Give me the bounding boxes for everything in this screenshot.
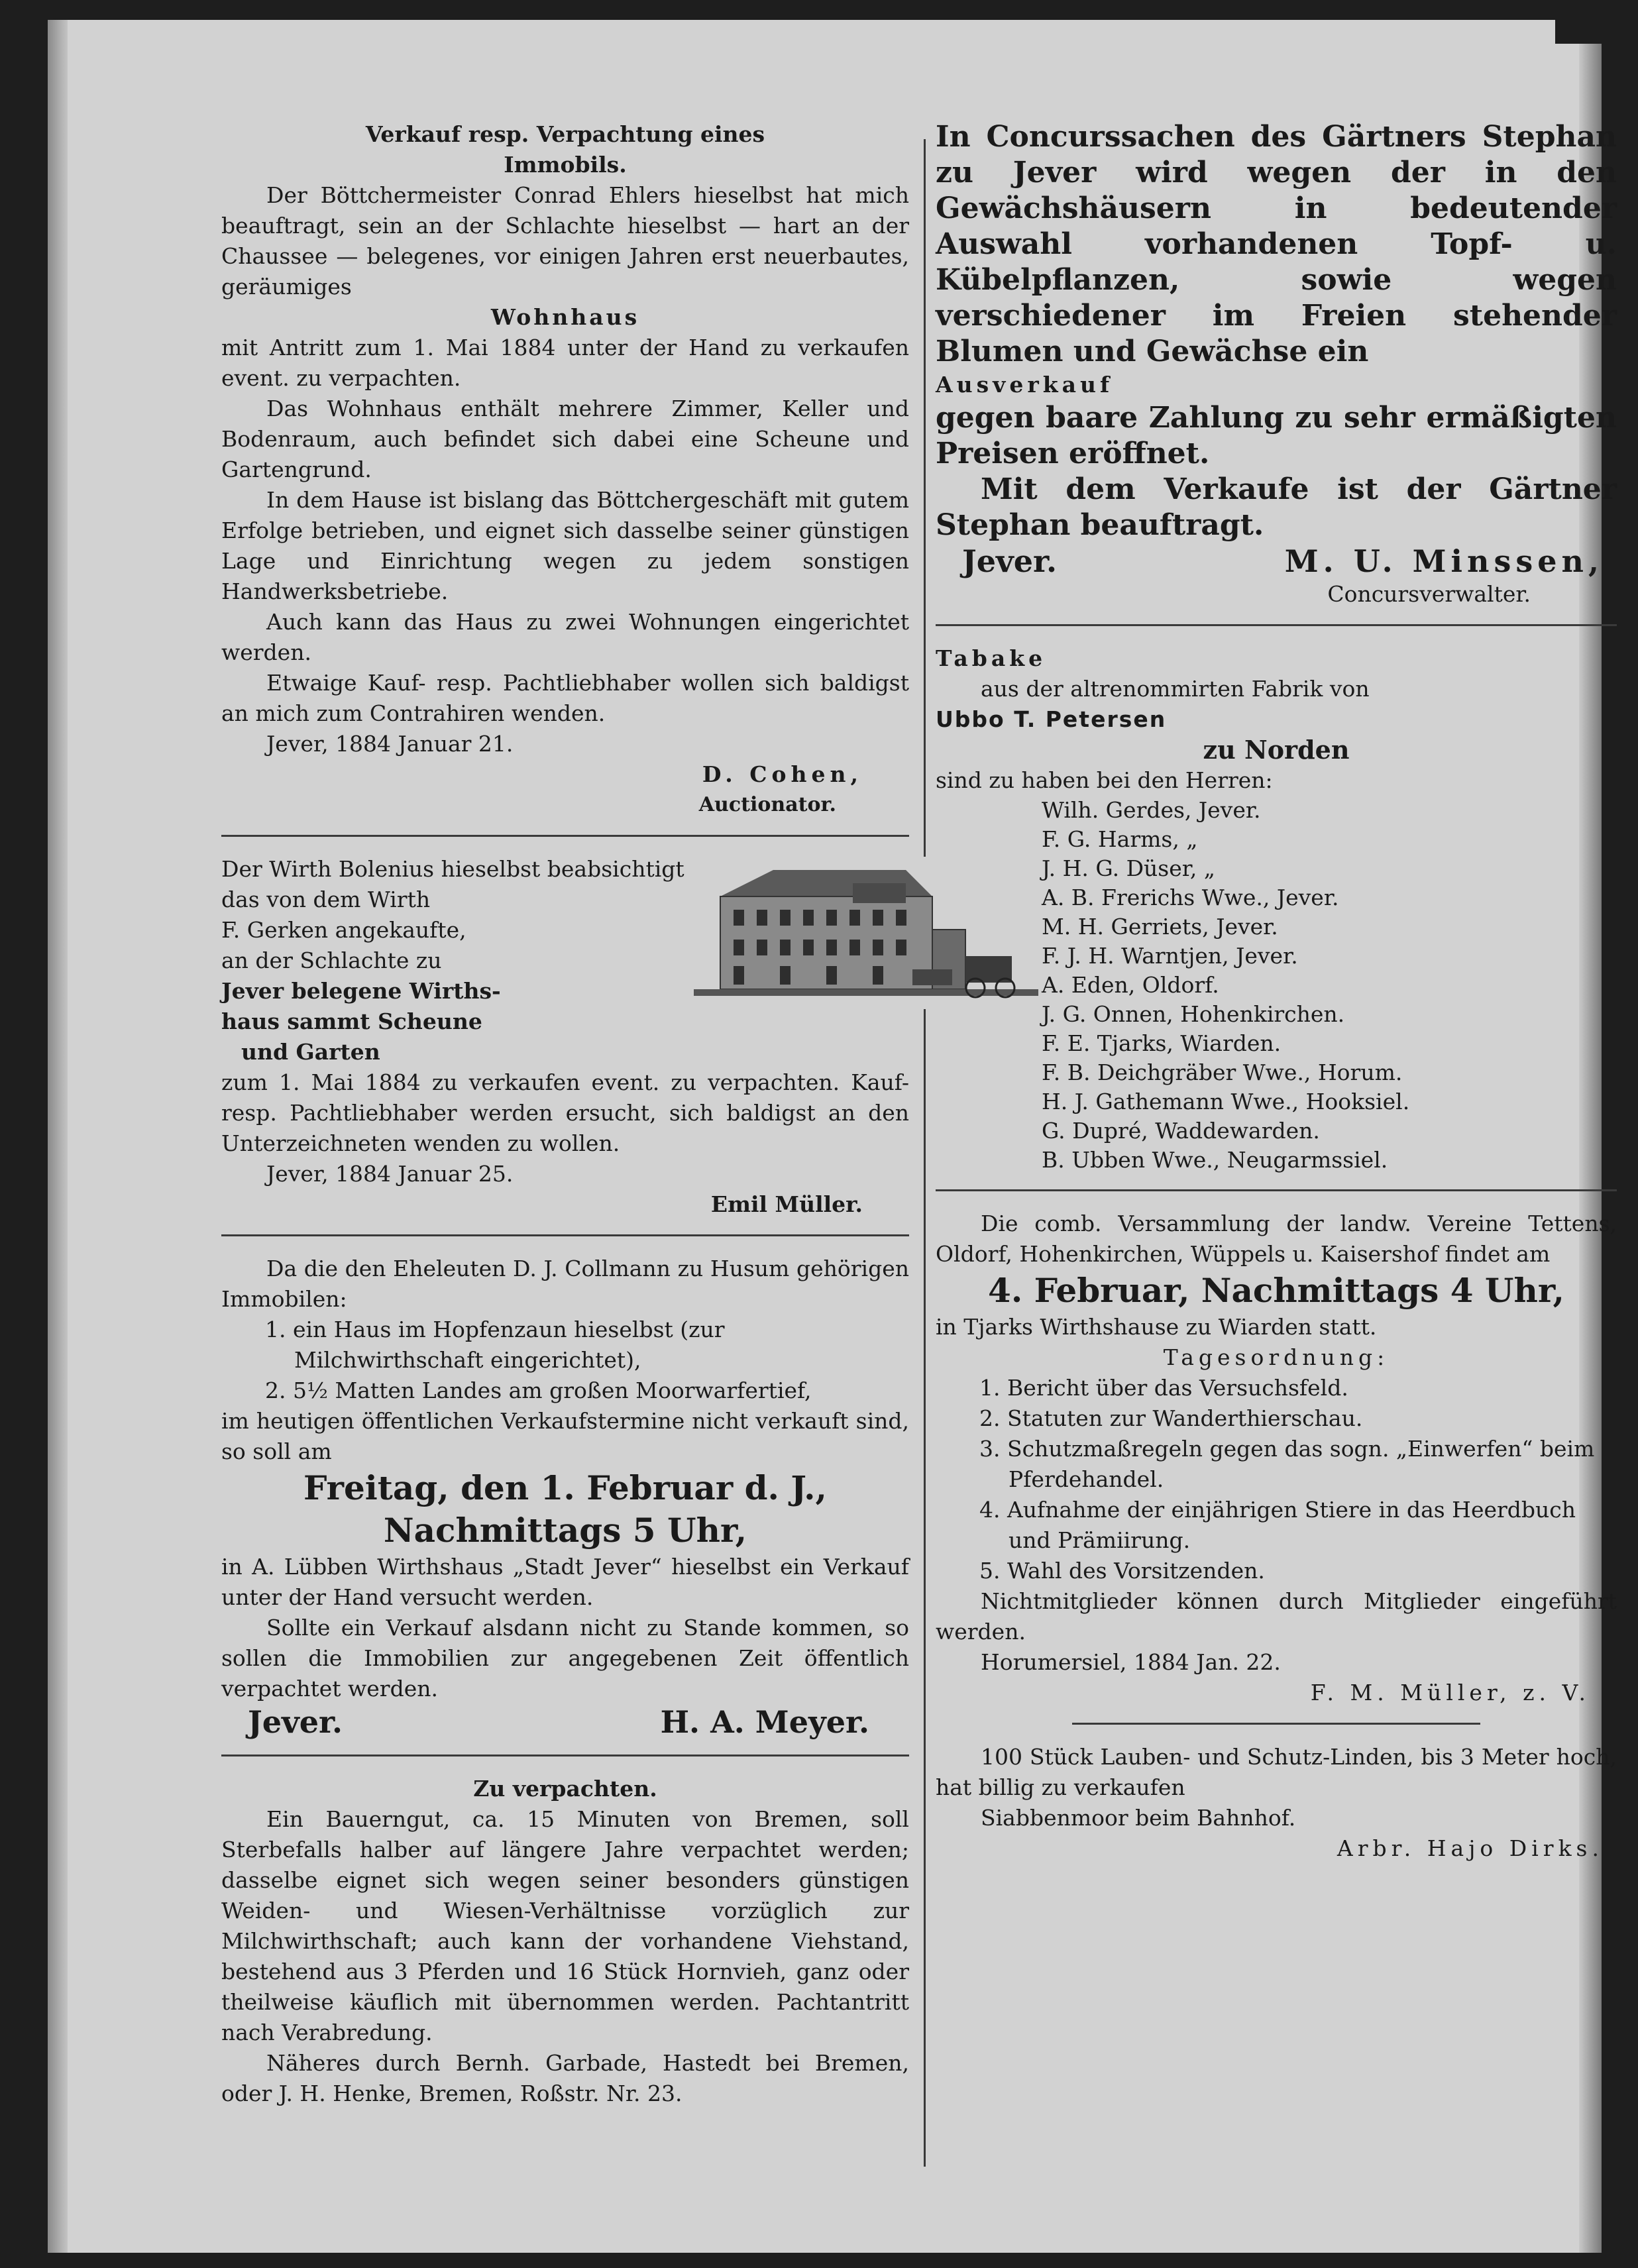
ad-date: Jever, 1884 Januar 21. — [266, 731, 514, 757]
list-item: F. B. Deichgräber Wwe., Horum. — [1042, 1059, 1403, 1085]
ad-paragraph: aus der altrenommirten Fabrik von — [981, 676, 1370, 702]
list-item: F. G. Harms, „ — [1042, 826, 1198, 852]
ad-paragraph: Nichtmitglieder können durch Mitglieder eingeführt werden. — [936, 1588, 1617, 1645]
list-item: 4. Aufnahme der einjährigen Stiere in das Heerdbuch und Prämiirung. — [979, 1497, 1576, 1553]
ad-line: das von dem Wirth — [221, 887, 431, 912]
ad-paragraph: im heutigen öffentlichen Verkaufstermine nicht verkauft sind, so soll am — [221, 1408, 909, 1464]
ad-versammlung — [936, 1209, 1617, 1708]
list-item: Wilh. Gerdes, Jever. — [1042, 797, 1261, 823]
ad-divider — [221, 1234, 909, 1236]
list-item: F. J. H. Warntjen, Jever. — [1042, 943, 1298, 969]
ad-paragraph: Das Wohnhaus enthält mehrere Zimmer, Keller und Bodenraum, auch befindet sich dabei eine Scheune und Gartengrund. — [221, 396, 909, 482]
ad-paragraph: in Tjarks Wirthshause zu Wiarden statt. — [936, 1314, 1377, 1340]
ad-paragraph: Da die den Eheleuten D. J. Collmann zu Husum gehörigen Immobilen: — [221, 1256, 909, 1312]
ad-paragraph: Näheres durch Bernh. Garbade, Hastedt bei Bremen, oder J. H. Henke, Bremen, Roßstr. Nr. 23. — [221, 2050, 909, 2106]
ad-signature: F. M. Müller, z. V. — [1310, 1680, 1590, 1705]
ad-paragraph: In dem Hause ist bislang das Böttchergeschäft mit gutem Erfolge betrieben, und eignet sich dasselbe seiner günstigen Lage und Einrichtung wegen zu jedem sonstigen Handwerksbetriebe. — [221, 487, 909, 604]
list-item: A. B. Frerichs Wwe., Jever. — [1042, 885, 1339, 910]
ad-big-line: 4. Februar, Nachmittags 4 Uhr, — [988, 1271, 1564, 1310]
page-stack-edge-left — [48, 20, 68, 2253]
ad-firm-name: Ubbo T. Petersen — [936, 706, 1167, 732]
ad-divider — [221, 835, 909, 837]
ad-signature-title: Auctionator. — [698, 793, 836, 816]
ad-divider — [1072, 1723, 1481, 1725]
ad-paragraph: Auch kann das Haus zu zwei Wohnungen eingerichtet werden. — [221, 609, 909, 665]
ad-paragraph: 100 Stück Lauben- und Schutz-Linden, bis 3 Meter hoch, hat billig zu verkaufen — [936, 1744, 1617, 1800]
ad-date: Jever, 1884 Januar 25. — [266, 1161, 514, 1187]
dealer-list — [936, 796, 1617, 1175]
ad-paragraph: Mit dem Verkaufe ist der Gärtner Stephan beauftragt. — [936, 472, 1617, 542]
ad-place: Jever. — [248, 1704, 343, 1740]
ad-line: Der Wirth Bolenius hieselbst beabsichtigt — [221, 856, 684, 882]
ad-paragraph: Ein Bauerngut, ca. 15 Minuten von Bremen, soll Sterbefalls halber auf längere Jahre verpachtet werden; dasselbe eignet sich wegen seiner besonders günstigen Weiden- und Wiesen-Verhältnisse vorzüglich zur Milchwirthschaft; auch kann der vorhandene Viehstand, bestehend aus 3 Pferden und 16 Stück Hornvieh, ganz oder theilweise käuflich mit übernommen werden. Pachtantritt nach Verabredung. — [221, 1806, 909, 2045]
ad-wohnhaus — [221, 119, 909, 820]
ad-divider — [221, 1755, 909, 1756]
ad-paragraph: Der Böttchermeister Conrad Ehlers hieselbst hat mich beauftragt, sein an der Schlachte hieselbst — hart an der Chaussee — belegenes, vor einigen Jahren erst neuerbautes, geräumiges — [221, 182, 909, 299]
ad-tabake — [936, 643, 1617, 1175]
ad-big-word: Ausverkauf — [936, 372, 1114, 398]
ad-signature-row — [936, 543, 1617, 579]
ad-paragraph: sind zu haben bei den Herren: — [936, 767, 1273, 793]
ad-signature: M. U. Minssen, — [1284, 543, 1604, 579]
ad-line: haus sammt Scheune — [221, 1008, 482, 1034]
ad-signature-row — [221, 1704, 909, 1740]
ad-paragraph: zum 1. Mai 1884 zu verkaufen event. zu verpachten. Kauf- resp. Pachtliebhaber werden ersucht, sich baldigst an den Unterzeichneten wenden zu wollen. — [221, 1069, 909, 1156]
list-item: M. H. Gerriets, Jever. — [1042, 914, 1278, 940]
ad-text-block — [221, 854, 684, 1067]
ad-big-line: Freitag, den 1. Februar d. J., — [303, 1468, 827, 1507]
list-item: J. G. Onnen, Hohenkirchen. — [1042, 1001, 1345, 1027]
agenda-list — [936, 1373, 1617, 1586]
ad-heading: Verkauf resp. Verpachtung eines — [365, 121, 765, 147]
ad-signature-title: Concursverwalter. — [1327, 581, 1531, 607]
right-column — [936, 119, 1617, 1878]
list-item: G. Dupré, Waddewarden. — [1042, 1118, 1320, 1144]
ad-paragraph: gegen baare Zahlung zu sehr ermäßigten Preisen eröffnet. — [936, 401, 1617, 470]
list-item: 1. Bericht über das Versuchsfeld. — [979, 1375, 1348, 1401]
ad-paragraph: Die comb. Versammlung der landw. Vereine Tettens, Oldorf, Hohenkirchen, Wüppels u. Kaisershof findet am — [936, 1211, 1617, 1267]
ad-bauerngut — [221, 1774, 909, 2109]
list-item: J. H. G. Düser, „ — [1042, 855, 1215, 881]
ad-line: F. Gerken angekaufte, — [221, 917, 466, 943]
ad-paragraph: mit Antritt zum 1. Mai 1884 unter der Hand zu verkaufen event. zu verpachten. — [221, 335, 909, 391]
list-item: 2. Statuten zur Wanderthierschau. — [979, 1405, 1363, 1431]
ad-signature: Arbr. Hajo Dirks. — [1337, 1835, 1604, 1861]
ad-place: Jever. — [962, 543, 1058, 579]
ad-signature: H. A. Meyer. — [660, 1704, 869, 1740]
ad-line: Jever belegene Wirths- — [221, 978, 501, 1004]
left-column — [221, 119, 909, 2124]
ad-big-line: Nachmittags 5 Uhr, — [383, 1511, 747, 1550]
ad-signature: Emil Müller. — [710, 1191, 863, 1217]
list-item: H. J. Gathemann Wwe., Hooksiel. — [1042, 1089, 1410, 1114]
ad-paragraph: In Concurssachen des Gärtners Stephan zu Jever wird wegen der in den Gewächshäusern in bedeutender Auswahl vorhandenen Topf- u. Kübelpflanzen, sowie wegen verschiedener im Freien stehender Blumen und Gewächse ein — [936, 120, 1617, 368]
ad-item-list — [221, 1315, 909, 1406]
ad-paragraph: Sollte ein Verkauf alsdann nicht zu Stande kommen, so sollen die Immobilien zur angegebenen Zeit öffentlich verpachtet werden. — [221, 1615, 909, 1701]
list-item: 5. Wahl des Vorsitzenden. — [979, 1558, 1265, 1584]
ad-date: Horumersiel, 1884 Jan. 22. — [981, 1649, 1281, 1675]
column-divider — [924, 139, 926, 2167]
ad-big-word: Wohnhaus — [490, 304, 640, 330]
ad-heading: Zu verpachten. — [473, 1776, 657, 1802]
list-item: B. Ubben Wwe., Neugarmssiel. — [1042, 1147, 1388, 1173]
agenda-title: Tagesordnung: — [1163, 1344, 1390, 1370]
ad-big-word: Tabake — [936, 645, 1047, 671]
ad-ausverkauf — [936, 119, 1617, 610]
ad-line: und Garten — [241, 1039, 380, 1065]
ad-linden — [936, 1742, 1617, 1864]
list-item: A. Eden, Oldorf. — [1042, 972, 1219, 998]
page-corner-background — [1555, 20, 1602, 44]
ad-firm-place: zu Norden — [1203, 735, 1350, 765]
ad-divider — [936, 1189, 1617, 1191]
ad-signature: D. Cohen, — [702, 761, 863, 787]
ad-paragraph: Siabbenmoor beim Bahnhof. — [981, 1805, 1296, 1831]
list-item: 1. ein Haus im Hopfenzaun hieselbst (zur Milchwirthschaft eingerichtet), — [265, 1317, 725, 1373]
ad-divider — [936, 624, 1617, 626]
ad-paragraph: in A. Lübben Wirthshaus „Stadt Jever“ hieselbst ein Verkauf unter der Hand versucht werden. — [221, 1554, 909, 1610]
ad-line: an der Schlachte zu — [221, 947, 442, 973]
list-item: 3. Schutzmaßregeln gegen das sogn. „Einwerfen“ beim Pferdehandel. — [979, 1436, 1595, 1492]
ad-paragraph: Etwaige Kauf- resp. Pachtliebhaber wollen sich baldigst an mich zum Contrahiren wenden. — [221, 670, 909, 726]
ad-heading: Immobils. — [504, 152, 627, 178]
list-item: F. E. Tjarks, Wiarden. — [1042, 1030, 1282, 1056]
list-item: 2. 5½ Matten Landes am großen Moorwarfertief, — [265, 1377, 812, 1403]
ad-collmann — [221, 1254, 909, 1740]
newspaper-page — [48, 20, 1617, 2253]
ad-wirthshaus — [221, 854, 909, 1220]
